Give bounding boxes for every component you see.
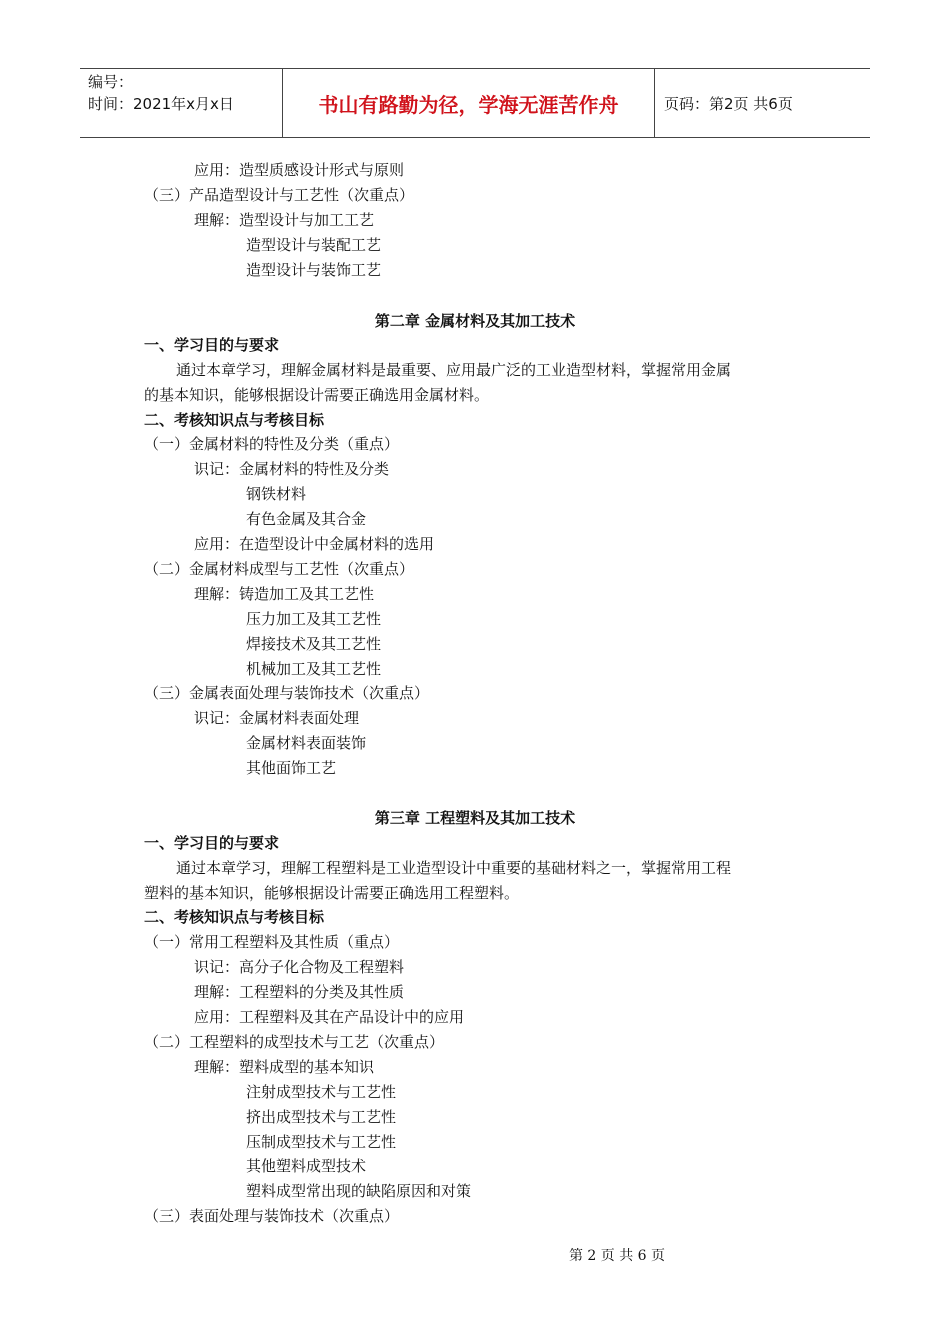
date-label: 时间：2021年x月x日 bbox=[88, 95, 234, 113]
paragraph-line: 通过本章学习，理解金属材料是最重要、应用最广泛的工业造型材料，掌握常用金属 bbox=[176, 361, 732, 379]
paragraph-line: 塑料的基本知识，能够根据设计需要正确选用工程塑料。 bbox=[144, 884, 520, 902]
text-line: 压制成型技术与工艺性 bbox=[246, 1133, 397, 1151]
section-heading: （二）工程塑料的成型技术与工艺（次重点） bbox=[144, 1033, 445, 1051]
text-line: 压力加工及其工艺性 bbox=[246, 610, 382, 628]
section-heading: （三）产品造型设计与工艺性（次重点） bbox=[144, 186, 415, 204]
text-line: 钢铁材料 bbox=[246, 485, 307, 503]
text-line: 其他面饰工艺 bbox=[246, 759, 337, 777]
text-line: 理解：工程塑料的分类及其性质 bbox=[194, 983, 405, 1001]
text-line: 挤出成型技术与工艺性 bbox=[246, 1108, 397, 1126]
number-label: 编号： bbox=[88, 73, 134, 91]
text-line: 应用：工程塑料及其在产品设计中的应用 bbox=[194, 1008, 465, 1026]
text-line: 焊接技术及其工艺性 bbox=[246, 635, 382, 653]
text-line: 应用：造型质感设计形式与原则 bbox=[194, 161, 405, 179]
text-line: 其他塑料成型技术 bbox=[246, 1157, 367, 1175]
subsection-heading: 一、学习目的与要求 bbox=[144, 336, 280, 354]
page-header bbox=[80, 68, 870, 138]
header-motto: 书山有路勤为径，学海无涯苦作舟 bbox=[318, 92, 619, 117]
subsection-heading: 二、考核知识点与考核目标 bbox=[144, 411, 325, 429]
text-line: 应用：在造型设计中金属材料的选用 bbox=[194, 535, 435, 553]
header-divider bbox=[654, 69, 655, 137]
header-meta bbox=[88, 71, 283, 135]
text-line: 有色金属及其合金 bbox=[246, 510, 367, 528]
page-footer: 第 2 页 共 6 页 bbox=[568, 1248, 666, 1264]
section-heading: （一）常用工程塑料及其性质（重点） bbox=[144, 933, 400, 951]
text-line: 识记：金属材料的特性及分类 bbox=[194, 460, 390, 478]
subsection-heading: 一、学习目的与要求 bbox=[144, 834, 280, 852]
paragraph-line: 的基本知识，能够根据设计需要正确选用金属材料。 bbox=[144, 386, 490, 404]
text-line: 理解：造型设计与加工工艺 bbox=[194, 211, 375, 229]
text-line: 机械加工及其工艺性 bbox=[246, 660, 382, 678]
header-page-label: 页码：第2页 共6页 bbox=[664, 94, 793, 113]
text-line: 造型设计与装配工艺 bbox=[246, 236, 382, 254]
text-line: 金属材料表面装饰 bbox=[246, 734, 367, 752]
section-heading: （一）金属材料的特性及分类（重点） bbox=[144, 435, 400, 453]
chapter-title: 第三章 工程塑料及其加工技术 bbox=[374, 809, 576, 827]
paragraph-line: 通过本章学习，理解工程塑料是工业造型设计中重要的基础材料之一，掌握常用工程 bbox=[176, 859, 732, 877]
text-line: 识记：金属材料表面处理 bbox=[194, 709, 360, 727]
subsection-heading: 二、考核知识点与考核目标 bbox=[144, 908, 325, 926]
text-line: 理解：塑料成型的基本知识 bbox=[194, 1058, 375, 1076]
section-heading: （三）表面处理与装饰技术（次重点） bbox=[144, 1207, 400, 1225]
section-heading: （三）金属表面处理与装饰技术（次重点） bbox=[144, 684, 430, 702]
text-line: 塑料成型常出现的缺陷原因和对策 bbox=[246, 1182, 472, 1200]
text-line: 造型设计与装饰工艺 bbox=[246, 261, 382, 279]
section-heading: （二）金属材料成型与工艺性（次重点） bbox=[144, 560, 415, 578]
text-line: 理解：铸造加工及其工艺性 bbox=[194, 585, 375, 603]
text-line: 识记：高分子化合物及工程塑料 bbox=[194, 958, 405, 976]
text-line: 注射成型技术与工艺性 bbox=[246, 1083, 397, 1101]
chapter-title: 第二章 金属材料及其加工技术 bbox=[374, 312, 576, 330]
